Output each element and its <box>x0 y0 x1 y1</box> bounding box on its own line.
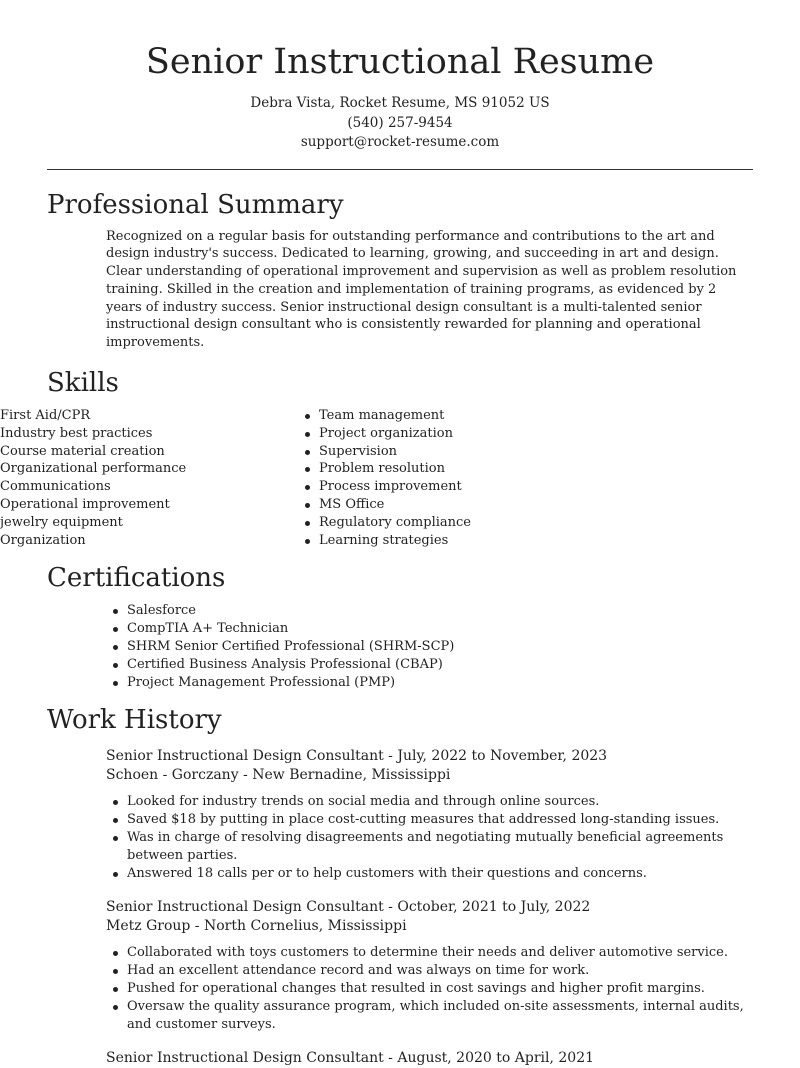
job-entry <box>106 1049 753 1068</box>
skills-list-left <box>0 407 319 549</box>
certification-item: SHRM Senior Certified Professional (SHRM-SCP) <box>127 638 800 656</box>
skill-item: First Aid/CPR <box>0 407 319 425</box>
skills-heading: Skills <box>47 368 119 399</box>
job-title: Senior Instructional Design Consultant - July, 2022 to November, 2023 <box>106 748 608 765</box>
certification-item: CompTIA A+ Technician <box>127 620 800 638</box>
work-history-heading: Work History <box>47 705 222 736</box>
skill-item: Organizational performance <box>0 460 319 478</box>
job-bullets <box>127 944 753 1033</box>
skill-item: Communications <box>0 478 319 496</box>
job-company: Metz Group - North Cornelius, Mississippi <box>106 918 407 935</box>
certifications-section <box>0 561 800 691</box>
skill-item: Problem resolution <box>319 460 619 478</box>
work-history-section <box>0 703 800 1068</box>
skill-item: Team management <box>319 407 619 425</box>
job-title: Senior Instructional Design Consultant - August, 2020 to April, 2021 <box>106 1050 595 1067</box>
header-divider <box>47 169 753 170</box>
contact-email: support@rocket-resume.com <box>300 134 500 150</box>
job-bullet: Oversaw the quality assurance program, which included on-site assessments, internal audits, and customer surveys. <box>127 998 753 1034</box>
skill-item: Regulatory compliance <box>319 514 619 532</box>
skill-item: Learning strategies <box>319 532 619 550</box>
certifications-list <box>127 602 800 691</box>
certification-item: Project Management Professional (PMP) <box>127 674 800 692</box>
skill-item: Project organization <box>319 425 619 443</box>
skill-item: Course material creation <box>0 443 319 461</box>
job-bullets <box>127 793 753 882</box>
job-bullet: Collaborated with toys customers to determine their needs and deliver automotive service. <box>127 944 753 962</box>
job-bullet: Had an excellent attendance record and was always on time for work. <box>127 962 753 980</box>
job-bullet: Looked for industry trends on social media and through online sources. <box>127 793 753 811</box>
skill-item: Process improvement <box>319 478 619 496</box>
contact-phone: (540) 257-9454 <box>347 114 453 131</box>
certification-item: Salesforce <box>127 602 800 620</box>
contact-address: Debra Vista, Rocket Resume, MS 91052 US <box>250 95 550 111</box>
certification-item: Certified Business Analysis Professional (CBAP) <box>127 656 800 674</box>
skill-item: jewelry equipment <box>0 514 319 532</box>
skills-list-right <box>319 407 619 549</box>
job-bullet: Was in charge of resolving disagreements and negotiating mutually beneficial agreements between parties. <box>127 829 753 865</box>
skill-item: Industry best practices <box>0 425 319 443</box>
skill-item: Operational improvement <box>0 496 319 514</box>
job-bullet: Saved $18 by putting in place cost-cutting measures that addressed long-standing issues. <box>127 811 753 829</box>
job-company: Schoen - Gorczany - New Bernadine, Mississippi <box>106 767 451 784</box>
contact-block <box>0 94 800 153</box>
job-entry <box>106 747 753 882</box>
job-entry <box>106 898 753 1033</box>
resume-title: Senior Instructional Resume <box>145 42 655 82</box>
summary-heading: Professional Summary <box>47 189 344 220</box>
job-bullet: Answered 18 calls per or to help customers with their questions and concerns. <box>127 865 753 883</box>
certifications-heading: Certifications <box>47 563 226 594</box>
summary-section <box>0 188 800 353</box>
summary-text: Recognized on a regular basis for outstanding performance and contributions to the art and design industry's success. Dedicated to learning, growing, and succeeding in art and design. Clear understanding of operational improvement and supervision as well as problem resolution training. Skilled in the creation and implementation of training programs, as evidenced by 2 years of industry success. Senior instructional design consultant is a multi-talented senior instructional design consultant who is consistently rewarded for planning and operational improvements. <box>106 228 737 351</box>
skill-item: Supervision <box>319 443 619 461</box>
skill-item: Organization <box>0 532 319 550</box>
skills-columns <box>0 407 800 549</box>
skill-item: MS Office <box>319 496 619 514</box>
job-bullet: Pushed for operational changes that resulted in cost savings and higher profit margins. <box>127 980 753 998</box>
skills-section <box>0 366 800 549</box>
job-title: Senior Instructional Design Consultant - October, 2021 to July, 2022 <box>106 899 591 916</box>
